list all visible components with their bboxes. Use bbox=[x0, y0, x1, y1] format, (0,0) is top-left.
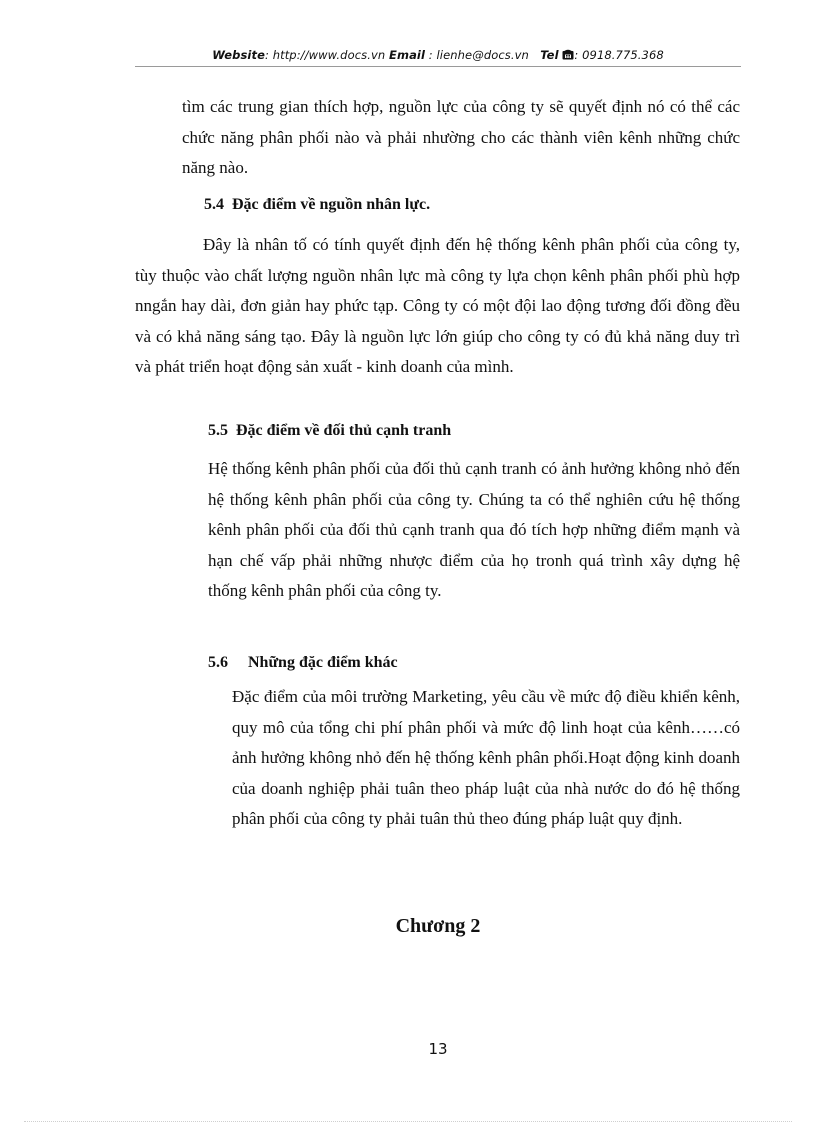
website-label: Website bbox=[212, 48, 265, 62]
header-divider bbox=[135, 66, 741, 67]
website-url: : http://www.docs.vn bbox=[264, 48, 386, 62]
section-5-4-paragraph: Đây là nhân tố có tính quyết định đến hệ thống kênh phân phối của công ty, tùy thuộc vào chất lượng nguồn nhân lực mà công ty lựa chọn kênh phân phối phù hợp nngắn hay dài, đơn giản hay phức tạp. Công ty có một đội lao động tương đối đồng đều và có khả năng sáng tạo. Đây là nguồn lực lớn giúp cho công ty có đủ khả năng duy trì và phát triển hoạt động sản xuất - kinh doanh của mình. bbox=[135, 235, 740, 376]
chapter-title: Chương 2 bbox=[395, 915, 481, 937]
page-bottom-border bbox=[24, 1121, 792, 1122]
section-5-5-heading: 5.5 Đặc điểm về đối thủ cạnh tranh bbox=[208, 422, 452, 439]
section-5-4-heading: 5.4 Đặc điểm về nguồn nhân lực. bbox=[204, 196, 431, 213]
tel-number: : 0918.775.368 bbox=[574, 48, 664, 62]
section-5-6-paragraph: Đặc điểm của môi trường Marketing, yêu cầu về mức độ điều khiển kênh, quy mô của tổng chi phí phân phối và mức độ linh hoạt của kênh……có ảnh hưởng không nhỏ đến hệ thống kênh phân phối.Hoạt động kinh doanh của doanh nghiệp phải tuân theo pháp luật của nhà nước do đó hệ thống phân phối của công ty phải tuân thủ theo đúng pháp luật quy định. bbox=[232, 687, 740, 828]
tel-label: Tel bbox=[540, 48, 559, 62]
section-5-5-paragraph: Hệ thống kênh phân phối của đối thủ cạnh tranh có ảnh hưởng không nhỏ đến hệ thống kênh phân phối của công ty. Chúng ta có thể nghiên cứu hệ thống kênh phân phối của đối thủ cạnh tranh qua đó tích hợp những điểm mạnh và hạn chế vấp phải những nhược điểm của họ tronh quá trình xây dựng hệ thống kênh phân phối của công ty. bbox=[208, 459, 740, 600]
section-5-6-heading: 5.6 Những đặc điểm khác bbox=[208, 654, 398, 671]
intro-paragraph: tìm các trung gian thích hợp, nguồn lực của công ty sẽ quyết định nó có thể các chức năng phân phối nào và phải nhường cho các thành viên kênh những chức năng nào. bbox=[182, 97, 740, 177]
phone-icon bbox=[562, 48, 574, 62]
page-header bbox=[135, 48, 741, 62]
email-address: : lienhe@docs.vn bbox=[425, 48, 529, 62]
page-number: 13 bbox=[428, 1040, 448, 1058]
email-label: Email bbox=[389, 48, 426, 62]
